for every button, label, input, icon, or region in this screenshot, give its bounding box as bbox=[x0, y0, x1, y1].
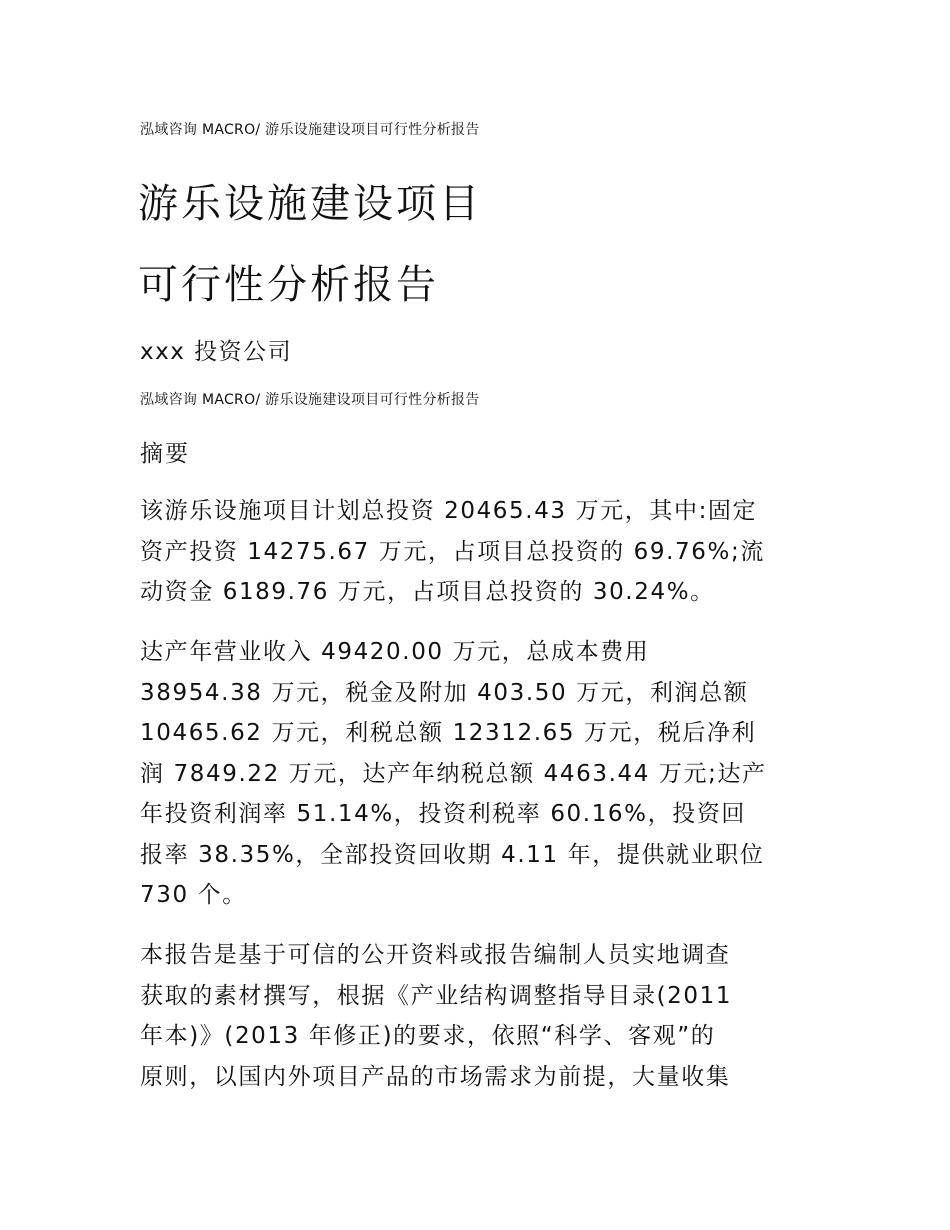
paragraph-line: 年投资利润率 51.14%，投资利税率 60.16%，投资回 bbox=[140, 801, 747, 827]
paragraph-line: 本报告是基于可信的公开资料或报告编制人员实地调查 bbox=[140, 942, 731, 968]
paragraph-line: 润 7849.22 万元，达产年纳税总额 4463.44 万元;达产 bbox=[140, 760, 767, 787]
abstract-paragraph-investment bbox=[140, 491, 812, 613]
paragraph-line: 资产投资 14275.67 万元，占项目总投资的 69.76%;流 bbox=[140, 538, 765, 565]
report-title-line-2: 可行性分析报告 bbox=[138, 262, 439, 308]
paragraph-line: 原则，以国内外项目产品的市场需求为前提，大量收集 bbox=[140, 1063, 731, 1090]
abstract-heading: 摘要 bbox=[140, 441, 190, 467]
paragraph-line: 38954.38 万元，税金及附加 403.50 万元，利润总额 bbox=[140, 679, 749, 706]
report-title-line-1: 游乐设施建设项目 bbox=[138, 181, 482, 227]
paragraph-line: 10465.62 万元，利税总额 12312.65 万元，税后净利 bbox=[140, 720, 757, 746]
company-name: xxx 投资公司 bbox=[140, 339, 293, 365]
abstract-paragraph-basis bbox=[140, 935, 812, 1097]
running-header-mid: 泓域咨询 MACRO/ 游乐设施建设项目可行性分析报告 bbox=[140, 392, 480, 408]
paragraph-line: 730 个。 bbox=[140, 882, 247, 908]
paragraph-line: 获取的素材撰写，根据《产业结构调整指导目录(2011 bbox=[140, 982, 733, 1009]
running-header-top: 泓域咨询 MACRO/ 游乐设施建设项目可行性分析报告 bbox=[140, 122, 480, 138]
paragraph-line: 达产年营业收入 49420.00 万元，总成本费用 bbox=[140, 639, 650, 665]
abstract-paragraph-financials bbox=[140, 632, 812, 916]
paragraph-line: 报率 38.35%，全部投资回收期 4.11 年，提供就业职位 bbox=[140, 841, 765, 868]
paragraph-line: 该游乐设施项目计划总投资 20465.43 万元，其中:固定 bbox=[140, 498, 758, 524]
paragraph-line: 动资金 6189.76 万元，占项目总投资的 30.24%。 bbox=[140, 579, 715, 605]
paragraph-line: 年本)》(2013 年修正)的要求，依照“科学、客观”的 bbox=[140, 1023, 716, 1049]
